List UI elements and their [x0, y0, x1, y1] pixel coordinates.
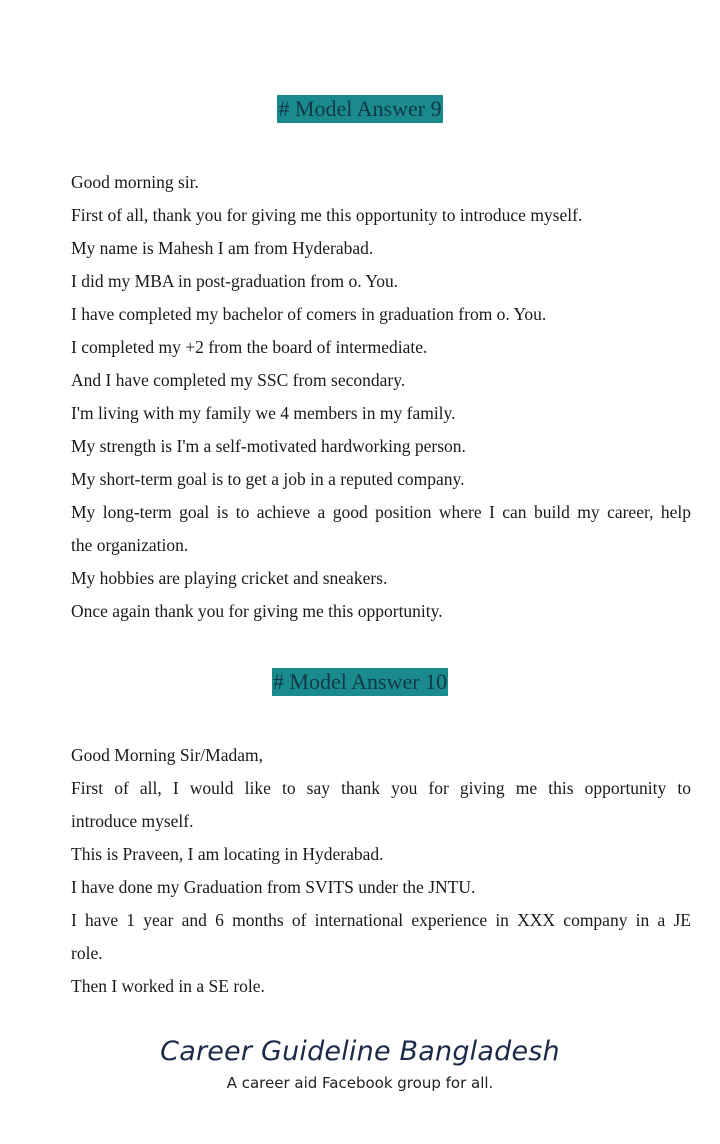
- body-line: I have completed my bachelor of comers in graduation from o. You.: [71, 304, 547, 324]
- body-line: I have done my Graduation from SVITS under the JNTU.: [71, 877, 476, 897]
- section-10-heading: # Model Answer 10: [272, 669, 448, 694]
- body-line: Then I worked in a SE role.: [71, 976, 265, 996]
- body-line: I completed my +2 from the board of intermediate.: [71, 337, 428, 357]
- brand-name: Career Guideline Bangladesh: [160, 1036, 560, 1067]
- body-line: introduce myself.: [71, 811, 194, 831]
- body-line: Good Morning Sir/Madam,: [71, 745, 264, 765]
- body-line: role.: [71, 943, 103, 963]
- section-9-heading-wrap: [0, 95, 720, 123]
- section-10-body: [71, 739, 691, 1003]
- body-line: And I have completed my SSC from secondary.: [71, 370, 406, 390]
- body-line: the organization.: [71, 535, 189, 555]
- footer: [0, 1034, 720, 1094]
- section-9-body: [71, 166, 691, 628]
- body-line: First of all, thank you for giving me this opportunity to introduce myself.: [71, 205, 583, 225]
- body-line: I'm living with my family we 4 members in my family.: [71, 403, 456, 423]
- brand-tagline: A career aid Facebook group for all.: [226, 1074, 494, 1092]
- body-line: I did my MBA in post-graduation from o. You.: [71, 271, 399, 291]
- body-line: I have 1 year and 6 months of international experience in XXX company in a JE: [71, 910, 691, 930]
- section-9-heading: # Model Answer 9: [278, 96, 442, 121]
- body-line: Once again thank you for giving me this opportunity.: [71, 601, 443, 621]
- body-line: My hobbies are playing cricket and sneakers.: [71, 568, 388, 588]
- body-line: First of all, I would like to say thank you for giving me this opportunity to: [71, 778, 691, 798]
- body-line: My short-term goal is to get a job in a reputed company.: [71, 469, 465, 489]
- body-line: My strength is I'm a self-motivated hardworking person.: [71, 436, 466, 456]
- body-line: My name is Mahesh I am from Hyderabad.: [71, 238, 374, 258]
- body-line: Good morning sir.: [71, 172, 199, 192]
- section-10-heading-wrap: [0, 668, 720, 696]
- body-line: My long-term goal is to achieve a good position where I can build my career, help: [71, 502, 691, 522]
- body-line: This is Praveen, I am locating in Hyderabad.: [71, 844, 384, 864]
